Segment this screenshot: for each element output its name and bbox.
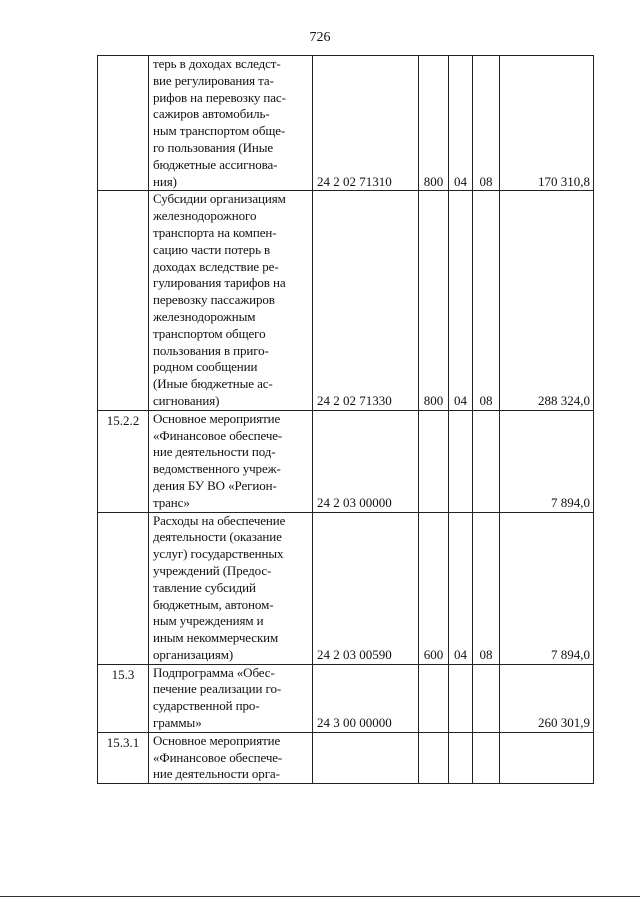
- row-number-cell: [98, 191, 149, 410]
- item-name-cell: [149, 191, 313, 410]
- item-name-line: тавление субсидий: [153, 579, 256, 595]
- item-name-cell: [149, 732, 313, 783]
- subsection-cell: [473, 664, 500, 732]
- table-row: [98, 191, 594, 410]
- target-article-cell: 24 2 03 00000: [313, 410, 419, 512]
- expense-type-cell: 800: [419, 56, 449, 191]
- expense-type-cell: [419, 732, 449, 783]
- section-cell: 04: [449, 56, 473, 191]
- item-name-cell: [149, 410, 313, 512]
- item-name-line: ние деятельности под-: [153, 444, 276, 460]
- table-row: [98, 56, 594, 191]
- item-name-line: иным некоммерческим: [153, 630, 279, 646]
- table-row: [98, 664, 594, 732]
- expense-type-cell: [419, 410, 449, 512]
- row-number-cell: [98, 512, 149, 664]
- budget-table: [97, 55, 594, 784]
- item-name-line: Основное мероприятие: [153, 732, 281, 748]
- table-row: [98, 732, 594, 783]
- item-name-line: рифов на перевозку пас-: [153, 89, 286, 105]
- item-name-cell: [149, 56, 313, 191]
- item-name-line: пользования в приго-: [153, 342, 269, 358]
- item-name-line: граммы»: [153, 715, 202, 731]
- table-row: [98, 512, 594, 664]
- amount-cell: 7 894,0: [500, 512, 594, 664]
- subsection-cell: 08: [473, 56, 500, 191]
- item-name-line: Субсидии организациям: [153, 191, 286, 207]
- amount-cell: 260 301,9: [500, 664, 594, 732]
- target-article-cell: 24 3 00 00000: [313, 664, 419, 732]
- expense-type-cell: [419, 664, 449, 732]
- target-article-cell: 24 2 02 71310: [313, 56, 419, 191]
- item-name-line: деятельности (оказание: [153, 529, 282, 545]
- item-name-line: ным транспортом обще-: [153, 123, 286, 139]
- section-cell: [449, 664, 473, 732]
- item-name-line: транс»: [153, 494, 190, 510]
- item-name-line: родном сообщении: [153, 359, 258, 375]
- subsection-cell: 08: [473, 191, 500, 410]
- amount-cell: [500, 732, 594, 783]
- item-name-line: железнодорожным: [153, 308, 256, 324]
- item-name-line: «Финансовое обеспече-: [153, 427, 283, 443]
- section-cell: 04: [449, 512, 473, 664]
- item-name-line: вие регулирования та-: [153, 72, 274, 88]
- section-cell: 04: [449, 191, 473, 410]
- item-name-line: Основное мероприятие: [153, 410, 281, 426]
- item-name-line: ведомственного учреж-: [153, 461, 281, 477]
- item-name-line: терь в доходах вследст-: [153, 56, 281, 71]
- row-number-cell: [98, 56, 149, 191]
- amount-cell: 288 324,0: [500, 191, 594, 410]
- row-number-cell: 15.3: [98, 664, 149, 732]
- target-article-cell: 24 2 03 00590: [313, 512, 419, 664]
- subsection-cell: [473, 732, 500, 783]
- item-name-line: доходах вследствие ре-: [153, 258, 279, 274]
- item-name-line: ным учреждениям и: [153, 613, 264, 629]
- item-name-line: «Финансовое обеспече-: [153, 749, 283, 765]
- footer-rule: [0, 896, 640, 897]
- section-cell: [449, 732, 473, 783]
- item-name-line: Расходы на обеспечение: [153, 512, 286, 528]
- item-name-line: го пользования (Иные: [153, 139, 274, 155]
- item-name-line: транспорта на компен-: [153, 224, 277, 240]
- item-name-line: сажиров автомобиль-: [153, 106, 270, 122]
- item-name-line: организациям): [153, 646, 234, 662]
- item-name-line: учреждений (Предос-: [153, 562, 272, 578]
- amount-cell: 7 894,0: [500, 410, 594, 512]
- item-name-line: транспортом общего: [153, 325, 266, 341]
- table-row: [98, 410, 594, 512]
- expense-type-cell: 800: [419, 191, 449, 410]
- item-name-line: ния): [153, 173, 177, 189]
- item-name-line: Подпрограмма «Обес-: [153, 664, 275, 680]
- item-name-line: ние деятельности орга-: [153, 766, 280, 782]
- item-name-line: сацию части потерь в: [153, 241, 271, 257]
- subsection-cell: 08: [473, 512, 500, 664]
- item-name-line: (Иные бюджетные ас-: [153, 376, 273, 392]
- item-name-line: гулирования тарифов на: [153, 275, 286, 291]
- item-name-line: дения БУ ВО «Регион-: [153, 477, 277, 493]
- subsection-cell: [473, 410, 500, 512]
- item-name-line: перевозку пассажиров: [153, 292, 275, 308]
- item-name-cell: [149, 664, 313, 732]
- page-number: 726: [309, 30, 331, 45]
- item-name-line: железнодорожного: [153, 208, 257, 224]
- target-article-cell: 24 2 02 71330: [313, 191, 419, 410]
- item-name-line: сударственной про-: [153, 698, 260, 714]
- item-name-line: услуг) государственных: [153, 546, 284, 562]
- section-cell: [449, 410, 473, 512]
- item-name-line: бюджетным, автоном-: [153, 596, 274, 612]
- item-name-cell: [149, 512, 313, 664]
- expense-type-cell: 600: [419, 512, 449, 664]
- item-name-line: сигнования): [153, 392, 220, 408]
- item-name-line: печение реализации го-: [153, 681, 282, 697]
- amount-cell: 170 310,8: [500, 56, 594, 191]
- item-name-line: бюджетные ассигнова-: [153, 156, 278, 172]
- target-article-cell: [313, 732, 419, 783]
- row-number-cell: 15.2.2: [98, 410, 149, 512]
- row-number-cell: 15.3.1: [98, 732, 149, 783]
